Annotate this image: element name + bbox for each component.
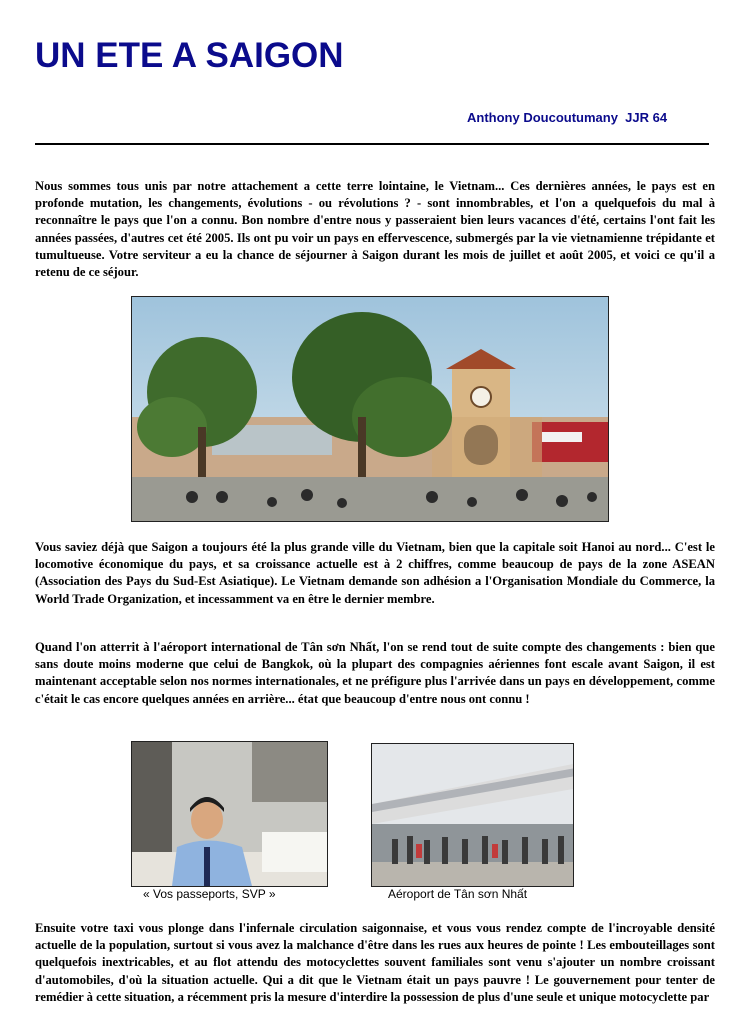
author-line: Anthony Doucoutumany JJR 64: [467, 110, 668, 125]
saigon-paragraph: Vous saviez déjà que Saigon a toujours été la plus grande ville du Vietnam, bien que la capitale soit Hanoi au nord... C'est le locomotive économique du pays, et sa croissance actuelle est à 2 chiffres, comme beaucoup de pays de la zone ASEAN (Association des Pays du Sud-Est Asiatique). Le Vietnam demande son adhésion a l'Organisation Mondiale du Commerce, la World Trade Organization, et incessamment va en être le dernier membre.: [35, 540, 715, 606]
traffic-paragraph: Ensuite votre taxi vous plonge dans l'infernale circulation saigonnaise, et vous vous rendez compte de l'incroyable densité actuelle de la population, surtout si vous avez la malchance d'être dans les rues aux heures de pointe ! Les embouteillages sont quelquefois inextricables, et au flot attendu des motocyclettes souvent familiales sont venu s'ajouter un nombre croissant d'automobiles, d'où la situation actuelle. Qui a dit que le Vietnam était un pays pauvre ! Le gouvernement pour tenter de remédier à cette situation, a récemment pris la mesure d'interdire la possession de plus d'une seule et unique motocyclette par: [35, 921, 715, 1004]
ben-thanh-market-photo: [131, 296, 609, 522]
passport-caption: « Vos passeports, SVP »: [143, 887, 276, 901]
airport-paragraph: Quand l'on atterrit à l'aéroport international de Tân sơn Nhất, l'on se rend tout de suite compte des changements : bien que sans doute moins moderne que celui de Bangkok, où la plupart des compagnies aériennes font escale avant Saigon, il est maintenant acceptable selon nos normes internationales, et ne préfigure plus l'arrivée dans un pays en développement, comme c'était le cas encore quelques années en arrière... état que beaucoup d'entre nous ont connu !: [35, 640, 715, 706]
airport-caption: Aéroport de Tân sơn Nhất: [388, 887, 528, 901]
article-title: UN ETE A SAIGON: [35, 36, 344, 75]
passport-control-photo: [131, 741, 328, 887]
header-divider: [35, 143, 709, 145]
tan-son-nhat-airport-photo: [371, 743, 574, 887]
intro-paragraph: Nous sommes tous unis par notre attachement a cette terre lointaine, le Vietnam... Ces dernières années, le pays est en profonde mutation, les changements, évolutions - ou révolutions ? - sont innombrables, et l'on a quelquefois du mal à reconnaître le pays que l'on a connu. Bon nombre d'entre nous y passeraient bien leurs vacances d'été, certains l'ont fait les années passées, d'autres cet été 2005. Ils ont pu voir un pays en effervescence, submergés par la vie vietnamienne trépidante et tumultueuse. Votre serviteur a eu la chance de séjourner à Saigon durant les mois de juillet et août 2005, et voici ce qu'il a retenu de ce séjour.: [35, 179, 715, 280]
